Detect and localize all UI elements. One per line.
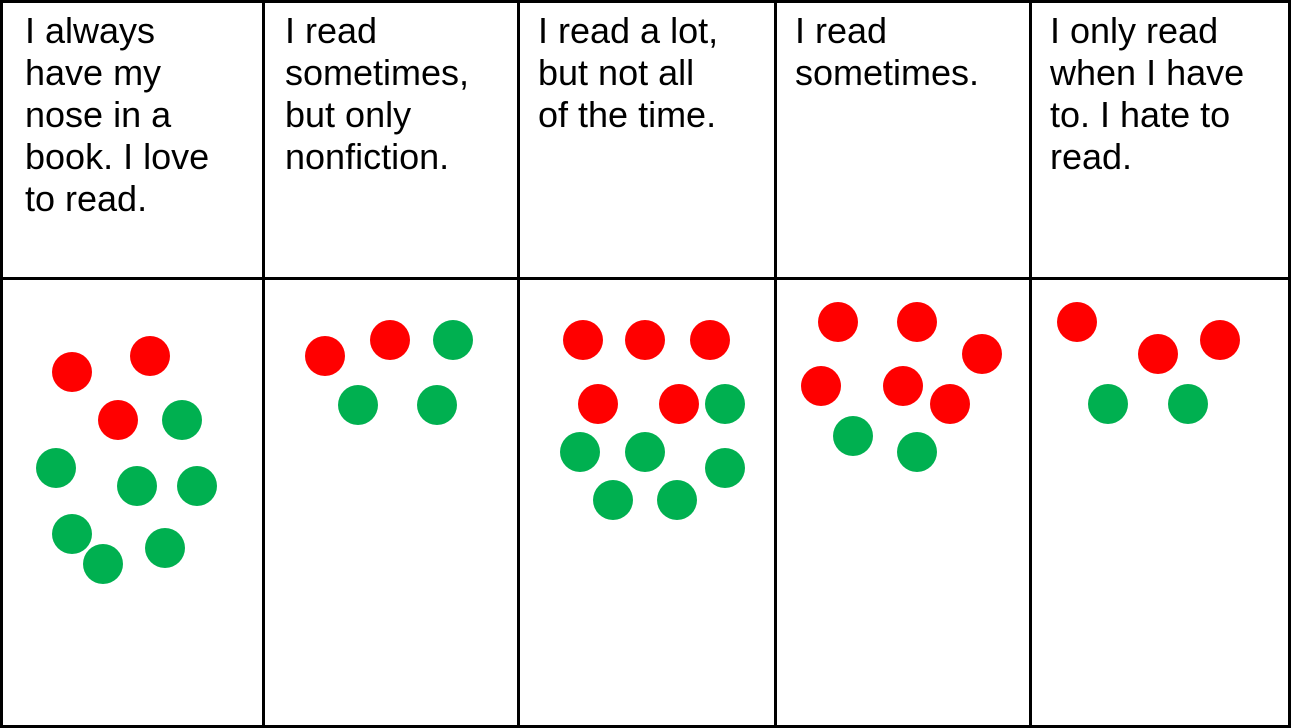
green-dot [1168,384,1208,424]
green-dot [897,432,937,472]
red-dot [1057,302,1097,342]
green-dot [560,432,600,472]
red-dot [625,320,665,360]
green-dot [705,384,745,424]
column-divider [1029,0,1032,728]
column-3-label: I read a lot, but not all of the time. [538,10,719,135]
green-dot [117,466,157,506]
column-divider [517,0,520,728]
red-dot [897,302,937,342]
green-dot [625,432,665,472]
column-1-label: I always have my nose in a book. I love to read. [25,10,210,219]
red-dot [370,320,410,360]
red-dot [659,384,699,424]
column-divider [262,0,265,728]
red-dot [563,320,603,360]
red-dot [690,320,730,360]
green-dot [338,385,378,425]
green-dot [833,416,873,456]
top-border [0,0,1291,3]
column-4-label: I read sometimes. [795,10,980,93]
red-dot [305,336,345,376]
red-dot [962,334,1002,374]
red-dot [130,336,170,376]
green-dot [36,448,76,488]
red-dot [801,366,841,406]
green-dot [145,528,185,568]
header-divider [0,277,1291,280]
red-dot [818,302,858,342]
green-dot [162,400,202,440]
red-dot [98,400,138,440]
green-dot [177,466,217,506]
red-dot [578,384,618,424]
column-5-label: I only read when I have to. I hate to read. [1050,10,1245,177]
green-dot [1088,384,1128,424]
red-dot [1138,334,1178,374]
left-border [0,0,3,728]
green-dot [705,448,745,488]
green-dot [52,514,92,554]
red-dot [1200,320,1240,360]
green-dot [593,480,633,520]
green-dot [83,544,123,584]
red-dot [930,384,970,424]
green-dot [417,385,457,425]
column-divider [774,0,777,728]
red-dot [52,352,92,392]
column-2-label: I read sometimes, but only nonfiction. [285,10,470,177]
red-dot [883,366,923,406]
green-dot [657,480,697,520]
green-dot [433,320,473,360]
